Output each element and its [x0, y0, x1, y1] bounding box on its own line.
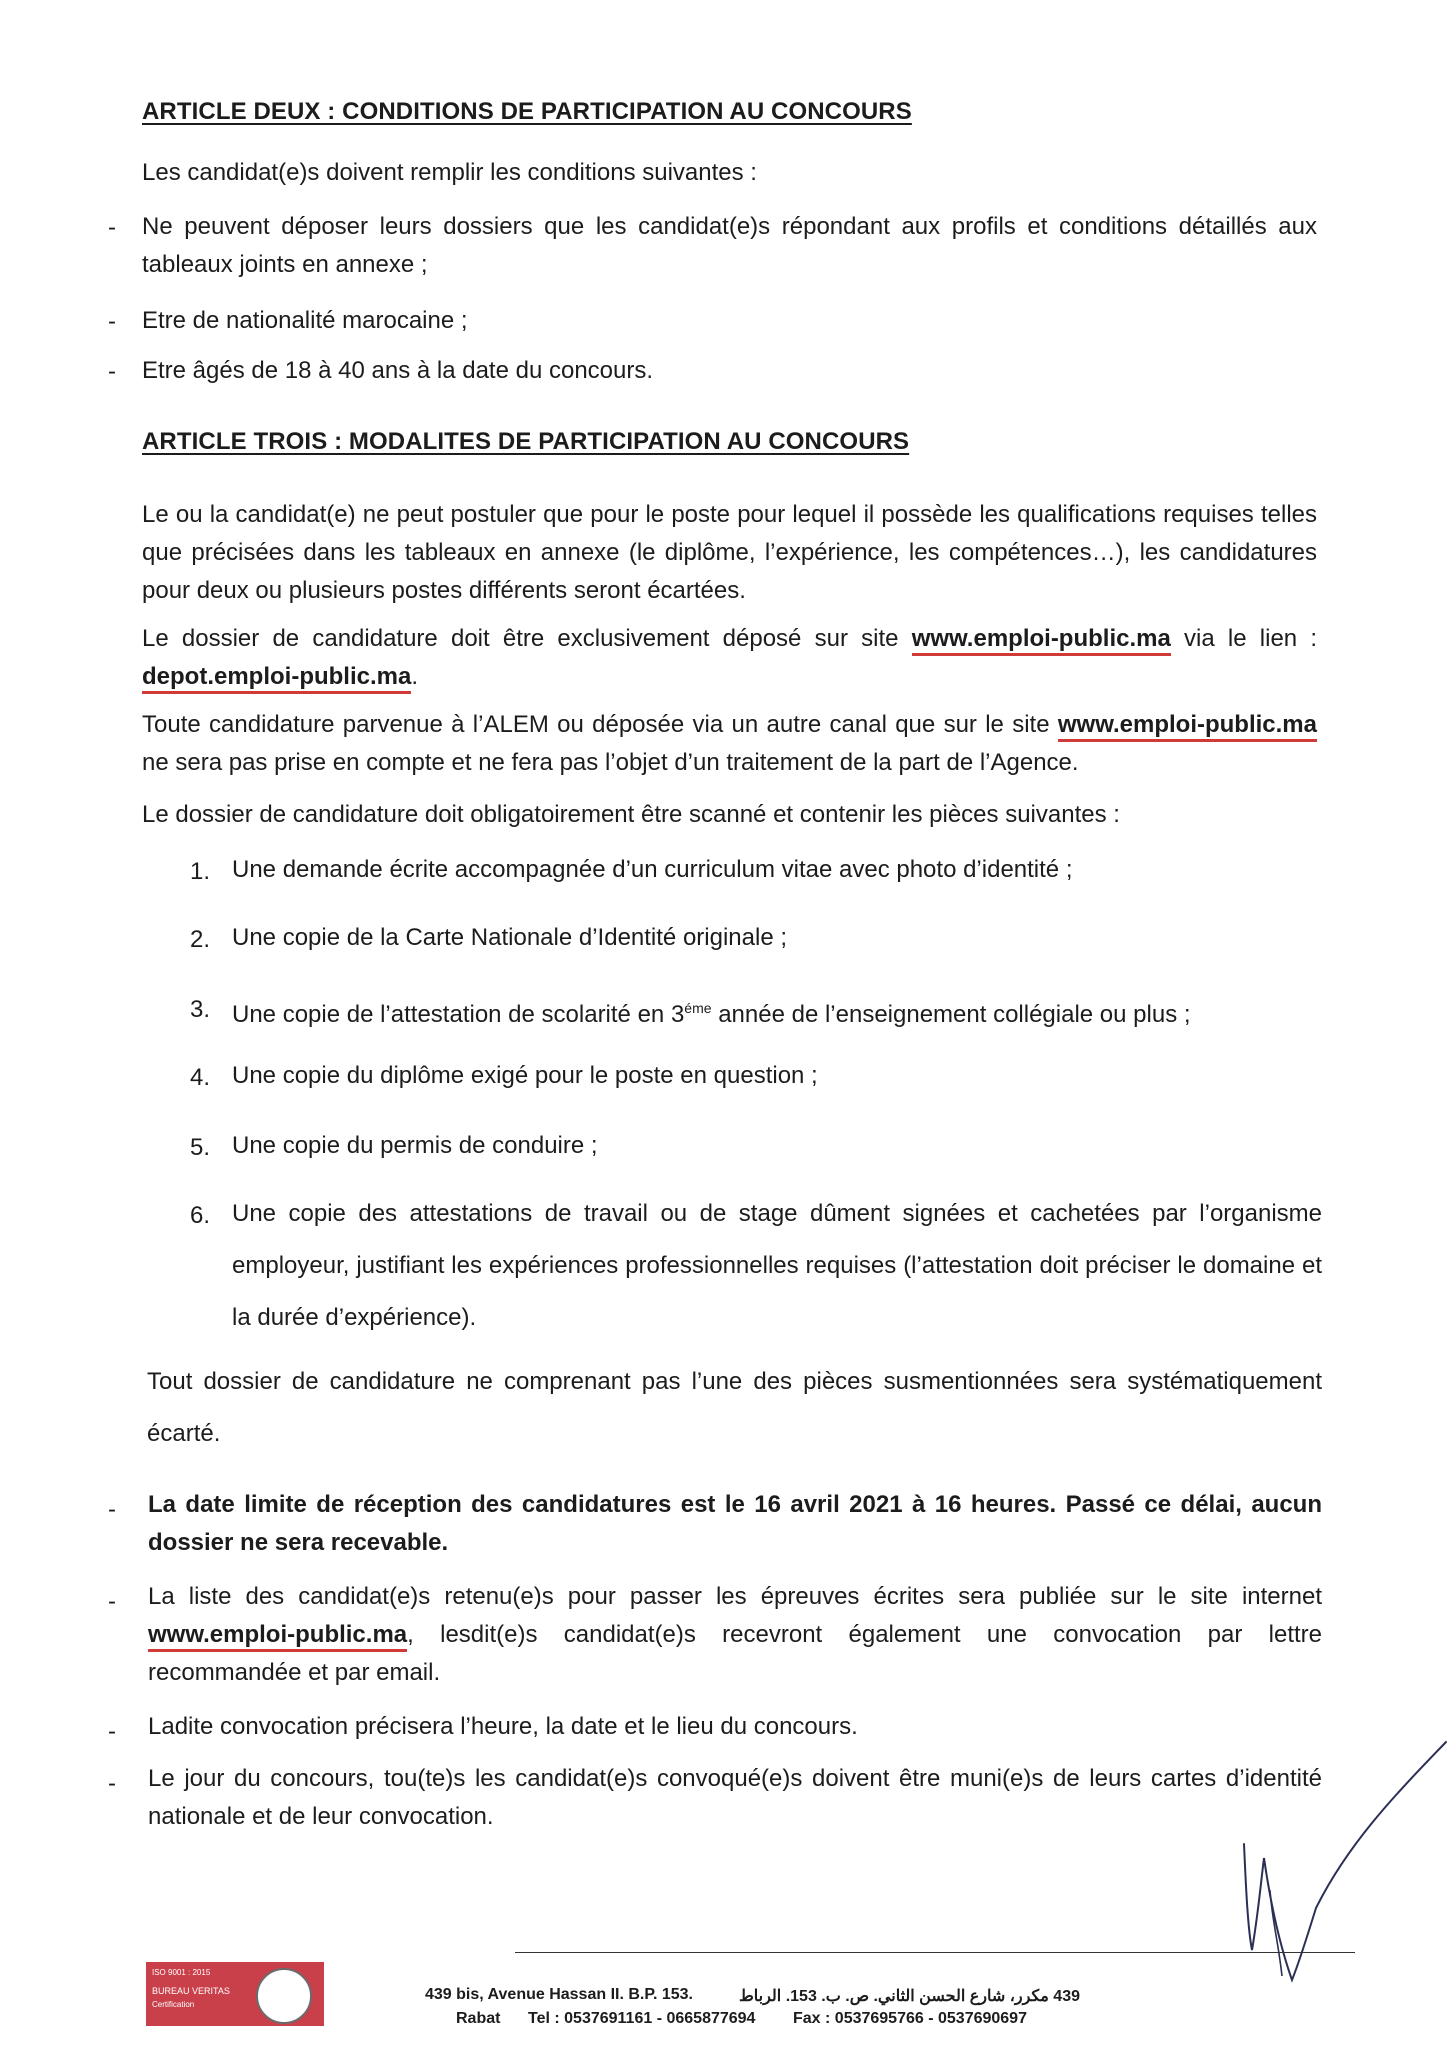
bullet-marker: - — [108, 358, 116, 385]
cert-name: BUREAU VERITAS — [152, 1986, 230, 1996]
list-text: La liste des candidat(e)s retenu(e)s pour passer les épreuves écrites sera publiée sur le site internet — [148, 1583, 1322, 1610]
cert-sub: Certification — [152, 2000, 195, 2009]
para3-text: Toute candidature parvenue à l’ALEM ou déposée via un autre canal que sur le site — [142, 711, 1058, 738]
bullet-marker: - — [108, 214, 116, 241]
bullet-marker: - — [108, 1718, 116, 1745]
bullet-marker: - — [108, 308, 116, 335]
article-two-intro: Les candidat(e)s doivent remplir les conditions suivantes : — [142, 159, 757, 186]
article-three-para4: Le dossier de candidature doit obligatoirement être scanné et contenir les pièces suivantes : — [142, 801, 1120, 828]
document-item: Une copie de la Carte Nationale d’Identité originale ; — [232, 924, 788, 951]
para2-middle: via le lien : — [1170, 625, 1317, 652]
veritas-seal-icon — [256, 1968, 312, 2024]
footer-divider — [515, 1952, 1355, 1953]
emploi-public-link[interactable]: www.emploi-public.ma — [1058, 711, 1317, 742]
depot-link[interactable]: depot.emploi-public.ma — [142, 663, 411, 694]
footer-address-ar: 439 مكرر، شارع الحسن الثاني. ص. ب. 153. الرباط — [738, 1988, 1080, 2005]
para3-end: ne sera pas prise en compte et ne fera pas l’objet d’un traitement de la part de l’Agence. — [142, 749, 1079, 776]
list-number: 1. — [190, 858, 211, 885]
document-item — [232, 982, 1322, 1041]
signature — [1230, 1740, 1448, 2000]
document-item: Une copie du diplôme exigé pour le poste en question ; — [232, 1062, 818, 1089]
article-three-para2 — [142, 620, 1317, 696]
bullet-marker: - — [108, 1496, 116, 1523]
doc3-text-end: année de l’enseignement collégiale ou plus ; — [711, 1001, 1191, 1028]
emploi-public-link[interactable]: www.emploi-public.ma — [912, 625, 1171, 656]
emploi-public-link[interactable]: www.emploi-public.ma — [148, 1621, 407, 1652]
footer-city: Rabat — [456, 2010, 501, 2027]
footer-fax: Fax : 0537695766 - 0537690697 — [793, 2010, 1027, 2027]
bullet-marker: - — [108, 1770, 116, 1797]
article-three-para1: Le ou la candidat(e) ne peut postuler que pour le poste pour lequel il possède les qualifications requises telles que précisées dans les tableaux en annexe (le diplôme, l’expérience, les compétences…), les candidatures pour deux ou plusieurs postes différents seront écartées. — [142, 501, 1317, 604]
list-number: 6. — [190, 1202, 211, 1229]
para2-end: . — [411, 663, 419, 690]
document-item: Une copie du permis de conduire ; — [232, 1132, 598, 1159]
list-number: 2. — [190, 926, 211, 953]
condition-profiles: Ne peuvent déposer leurs dossiers que les candidat(e)s répondant aux profils et conditions détaillés aux tableaux joints en annexe ; — [142, 213, 1317, 278]
bullet-marker: - — [108, 1588, 116, 1615]
footer-address-fr: 439 bis, Avenue Hassan II. B.P. 153. — [425, 1986, 693, 2003]
condition-nationality: Etre de nationalité marocaine ; — [142, 307, 468, 334]
convocation-notice: Ladite convocation précisera l’heure, la date et le lieu du concours. — [148, 1713, 858, 1740]
exam-day-notice: Le jour du concours, tou(te)s les candidat(e)s convoqué(e)s doivent être muni(e)s de leurs cartes d’identité nationale et de leur convocation. — [148, 1765, 1322, 1830]
bureau-veritas-logo — [146, 1962, 324, 2026]
list-text-end: , lesdit(e)s candidat(e)s recevront également une convocation par lettre recommandée et par email. — [148, 1621, 1322, 1686]
doc3-text: Une copie de l’attestation de scolarité en 3 — [232, 1001, 685, 1028]
document-item: Une copie des attestations de travail ou de stage dûment signées et cachetées par l’organisme employeur, justifiant les expériences professionnelles requises (l’attestation doit préciser le domaine et la durée d’expérience). — [232, 1200, 1322, 1331]
footer-phone: Tel : 0537691161 - 0665877694 — [528, 2010, 756, 2027]
article-three-heading: ARTICLE TROIS : MODALITES DE PARTICIPATION AU CONCOURS — [142, 428, 910, 455]
para2-text: Le dossier de candidature doit être exclusivement déposé sur site — [142, 625, 912, 652]
document-item: Une demande écrite accompagnée d’un curriculum vitae avec photo d’identité ; — [232, 856, 1073, 883]
article-three-para3 — [142, 706, 1317, 782]
doc3-superscript: éme — [684, 1000, 712, 1016]
list-number: 4. — [190, 1064, 211, 1091]
article-three-para5: Tout dossier de candidature ne comprenant pas l’une des pièces susmentionnées sera systématiquement écarté. — [147, 1368, 1322, 1447]
deadline-notice: La date limite de réception des candidatures est le 16 avril 2021 à 16 heures. Passé ce délai, aucun dossier ne sera recevable. — [148, 1491, 1322, 1556]
condition-age: Etre âgés de 18 à 40 ans à la date du concours. — [142, 357, 654, 384]
article-two-heading: ARTICLE DEUX : CONDITIONS DE PARTICIPATION AU CONCOURS — [142, 98, 912, 125]
candidate-list-notice — [148, 1578, 1322, 1692]
cert-iso: ISO 9001 : 2015 — [152, 1968, 211, 1977]
list-number: 5. — [190, 1134, 211, 1161]
list-number: 3. — [190, 996, 211, 1023]
